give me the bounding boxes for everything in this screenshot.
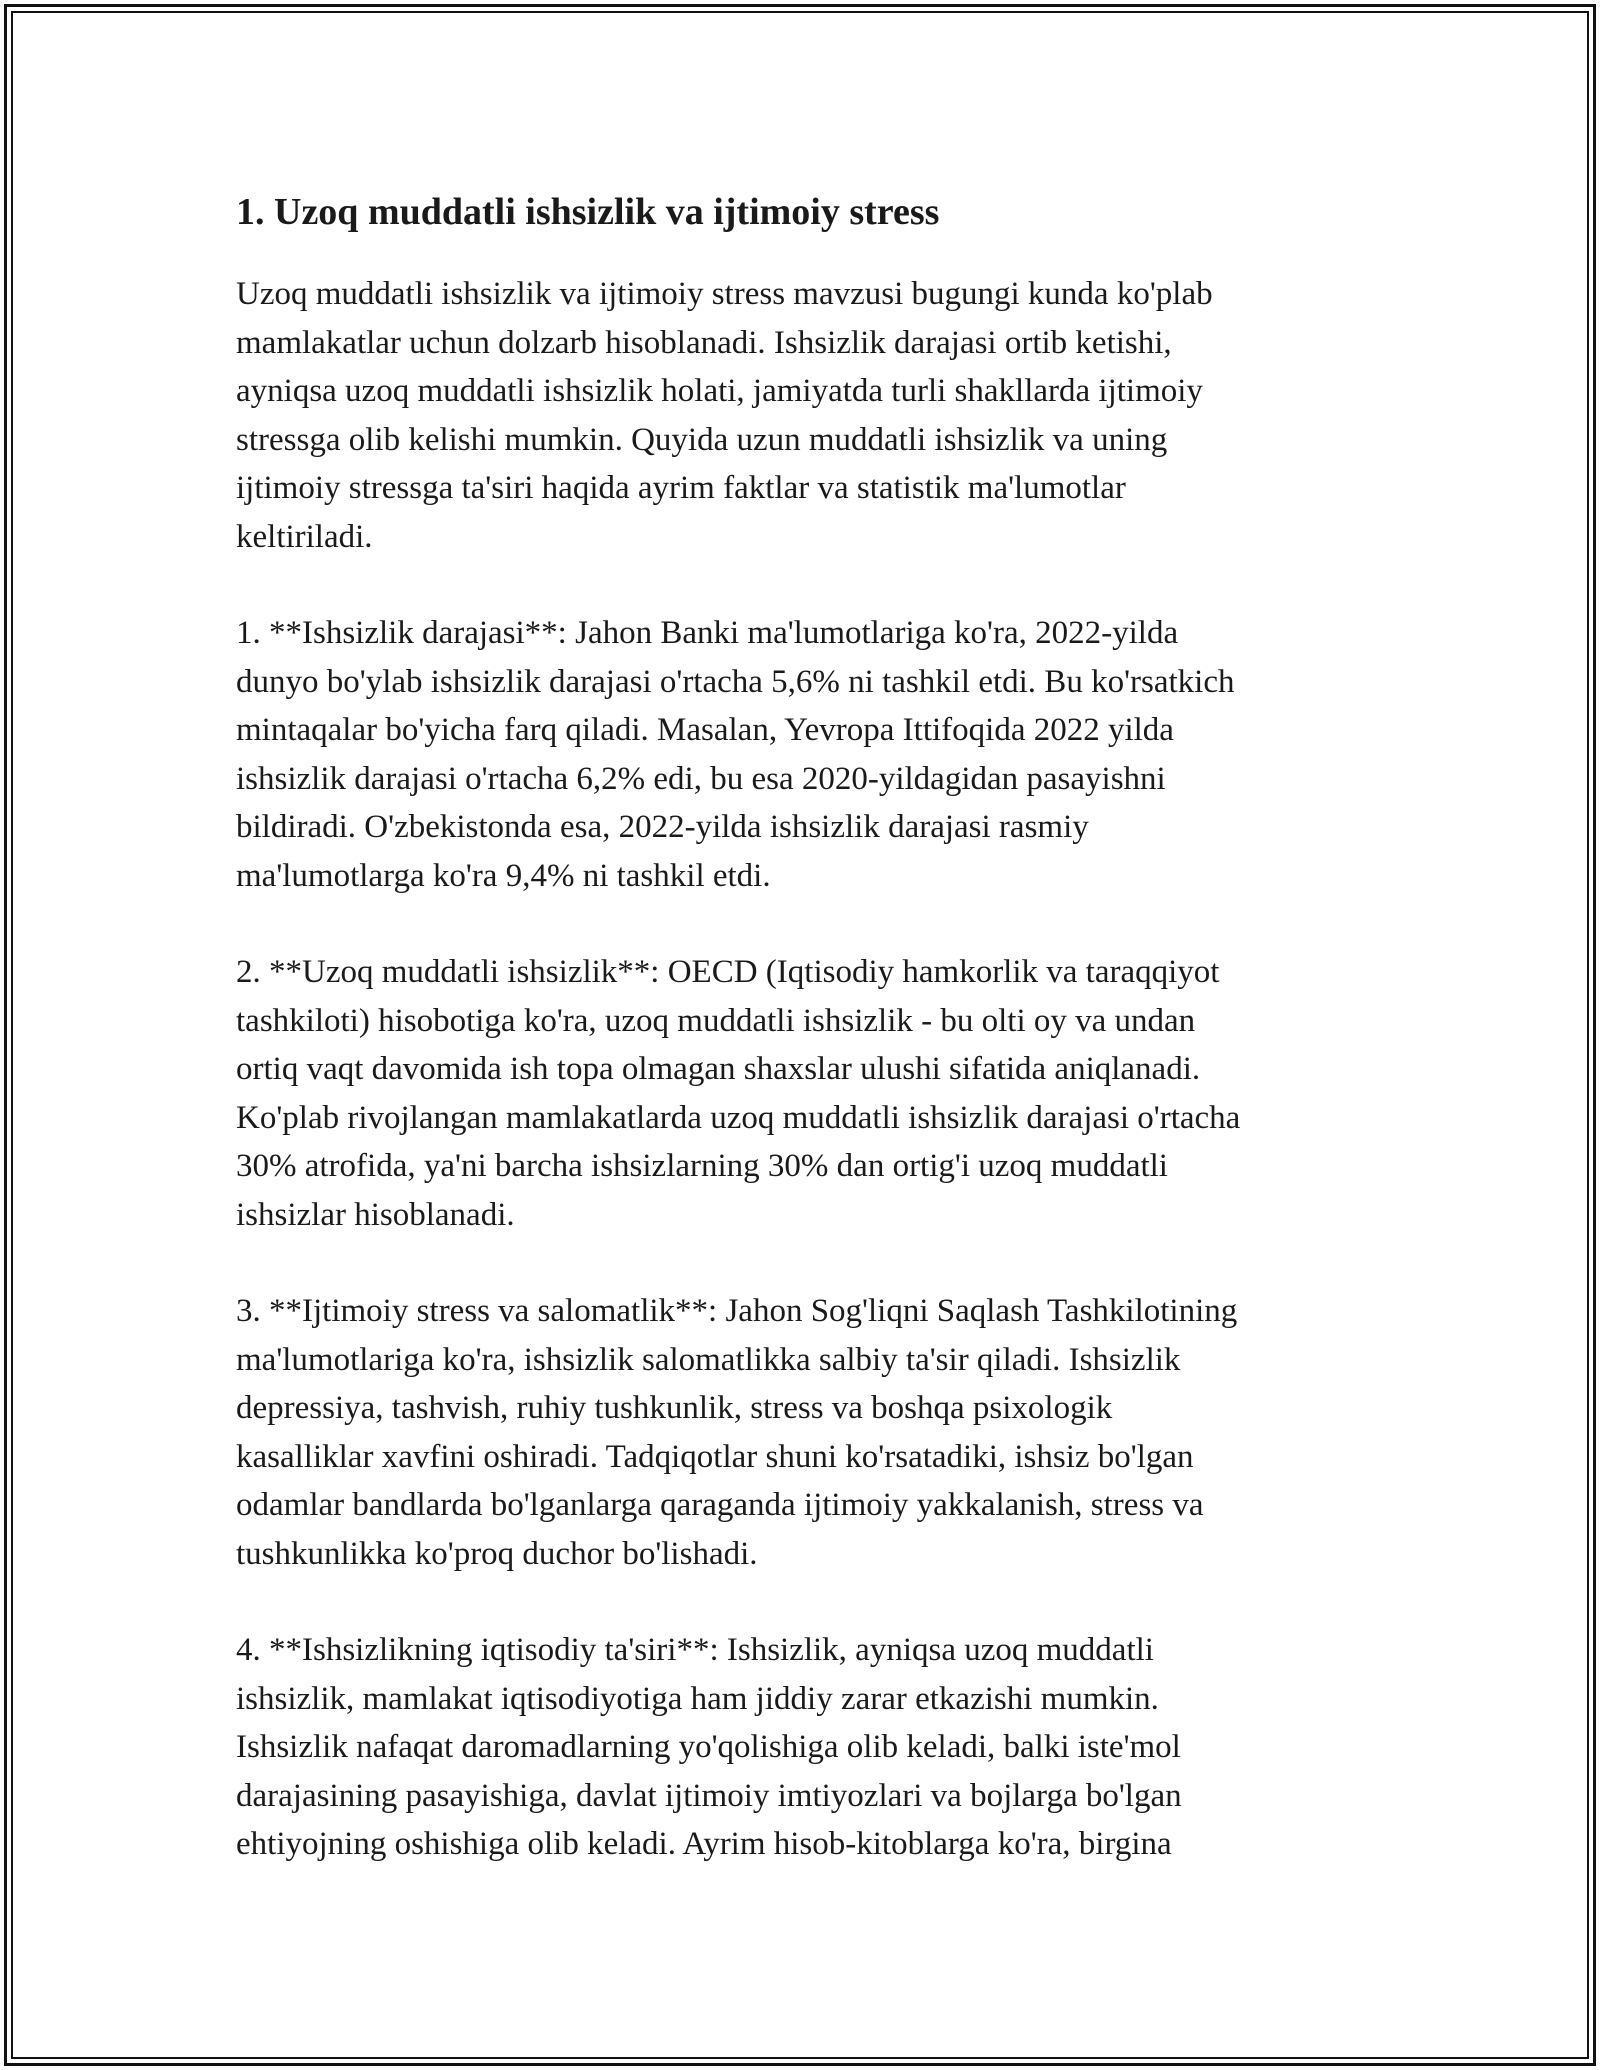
document-body <box>236 188 1376 1917</box>
paragraph-unemployment-rate: 1. **Ishsizlik darajasi**: Jahon Banki ma'lumotlariga ko'ra, 2022-yilda dunyo bo'ylab ishsizlik darajasi o'rtacha 5,6% ni tashkil etdi. Bu ko'rsatkich mintaqalar bo'yicha farq qiladi. Masalan, Yevropa Ittifoqida 2022 yilda ishsizlik darajasi o'rtacha 6,2% edi, bu esa 2020-yildagidan pasayishni bildiradi. O'zbekistonda esa, 2022-yilda ishsizlik darajasi rasmiy ma'lumotlarga ko'ra 9,4% ni tashkil etdi. <box>236 615 1235 894</box>
intro-paragraph: Uzoq muddatli ishsizlik va ijtimoiy stress mavzusi bugungi kunda ko'plab mamlakatlar uchun dolzarb hisoblanadi. Ishsizlik darajasi ortib ketishi, ayniqsa uzoq muddatli ishsizlik holati, jamiyatda turli shakllarda ijtimoiy stressga olib kelishi mumkin. Quyida uzun muddatli ishsizlik va uning ijtimoiy stressga ta'siri haqida ayrim faktlar va statistik ma'lumotlar keltiriladi. <box>236 276 1213 555</box>
section-title: 1. Uzoq muddatli ishsizlik va ijtimoiy stress <box>236 191 940 233</box>
paragraph-social-stress-health: 3. **Ijtimoiy stress va salomatlik**: Jahon Sog'liqni Saqlash Tashkilotining ma'lumotlariga ko'ra, ishsizlik salomatlikka salbiy ta'sir qiladi. Ishsizlik depressiya, tashvish, ruhiy tushkunlik, stress va boshqa psixologik kasalliklar xavfini oshiradi. Tadqiqotlar shuni ko'rsatadiki, ishsiz bo'lgan odamlar bandlarda bo'lganlarga qaraganda ijtimoiy yakkalanish, stress va tushkunlikka ko'proq duchor bo'lishadi. <box>236 1293 1238 1572</box>
paragraph-long-term-unemployment: 2. **Uzoq muddatli ishsizlik**: OECD (Iqtisodiy hamkorlik va taraqqiyot tashkiloti) hisobotiga ko'ra, uzoq muddatli ishsizlik - bu olti oy va undan ortiq vaqt davomida ish topa olmagan shaxslar ulushi sifatida aniqlanadi. Ko'plab rivojlangan mamlakatlarda uzoq muddatli ishsizlik darajasi o'rtacha 30% atrofida, ya'ni barcha ishsizlarning 30% dan ortig'i uzoq muddatli ishsizlar hisoblanadi. <box>236 954 1241 1233</box>
paragraph-economic-impact: 4. **Ishsizlikning iqtisodiy ta'siri**: Ishsizlik, ayniqsa uzoq muddatli ishsizlik, mamlakat iqtisodiyotiga ham jiddiy zarar etkazishi mumkin. Ishsizlik nafaqat daromadlarning yo'qolishiga olib keladi, balki iste'mol darajasining pasayishiga, davlat ijtimoiy imtiyozlari va bojlarga bo'lgan ehtiyojning oshishiga olib keladi. Ayrim hisob-kitoblarga ko'ra, birgina <box>236 1632 1182 1862</box>
